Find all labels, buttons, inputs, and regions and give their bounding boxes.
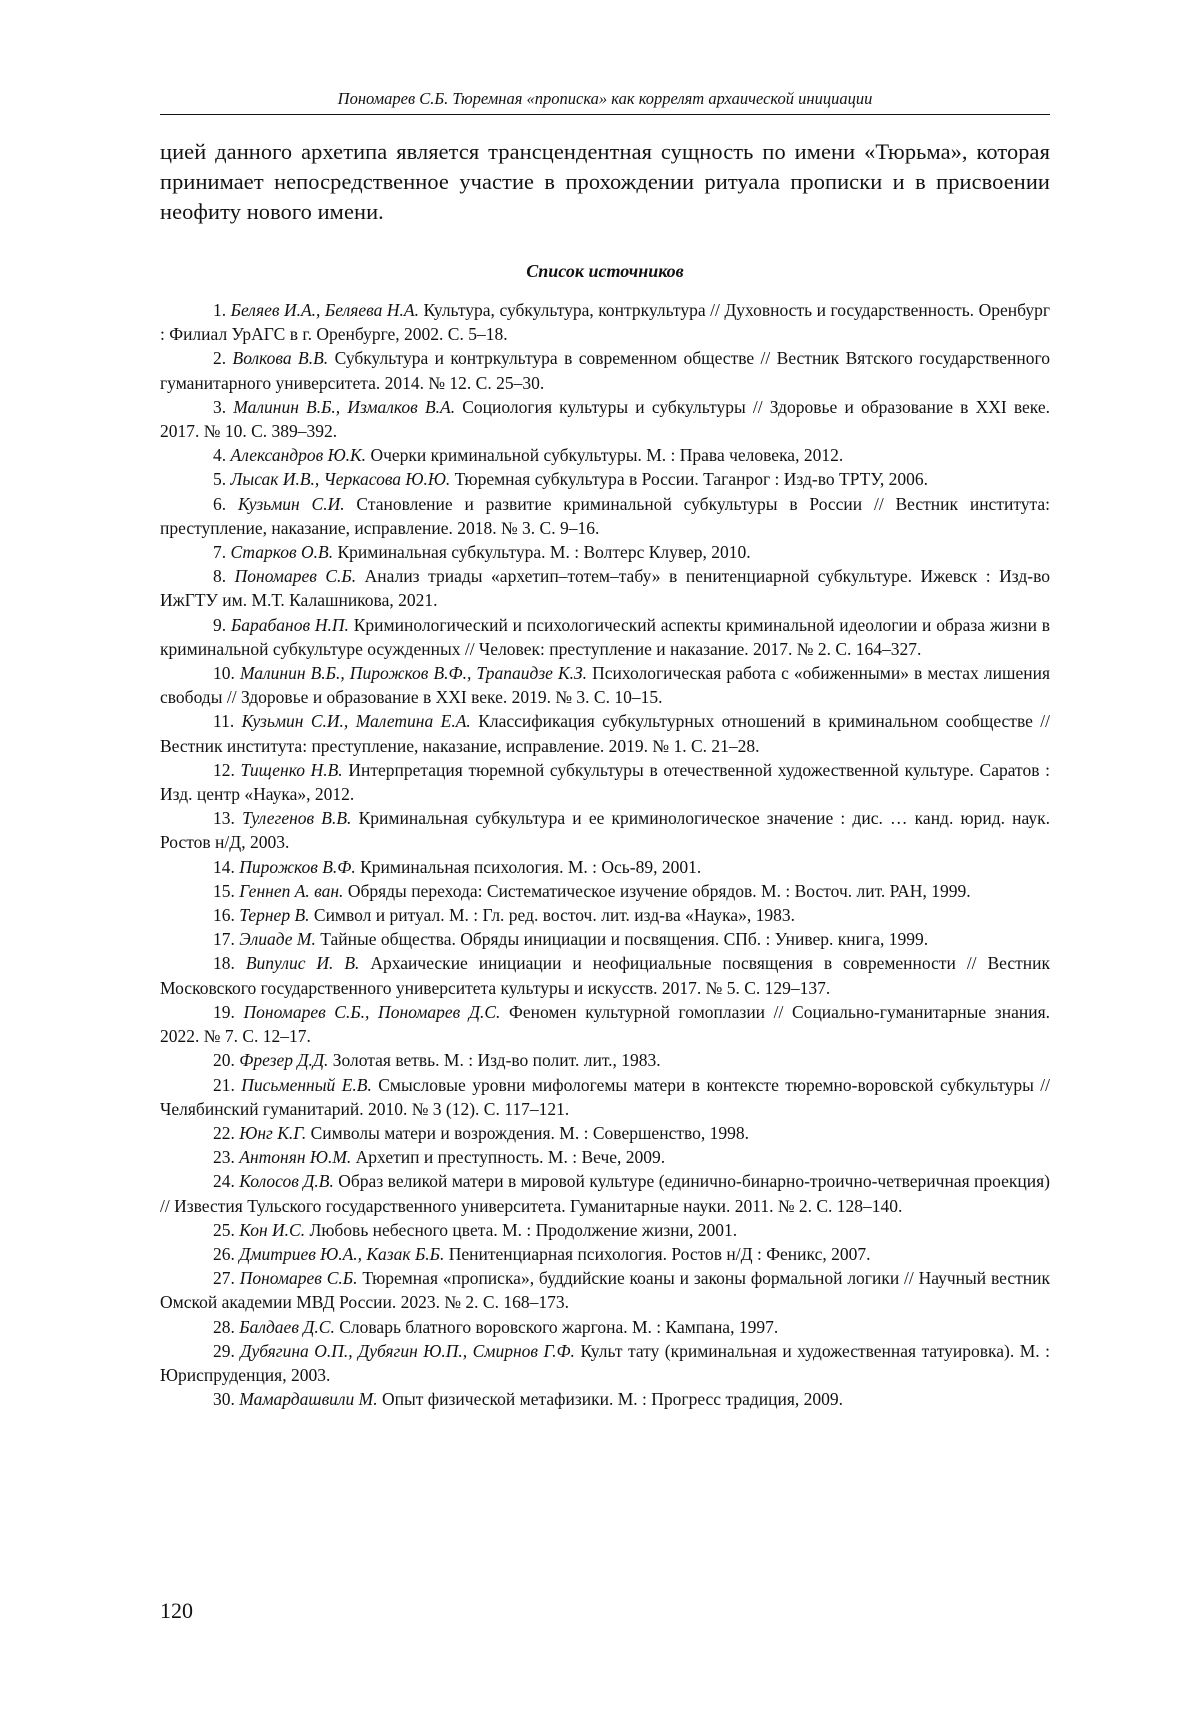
header-rule [160, 114, 1050, 115]
reference-text: Тайные общества. Обряды инициации и посвящения. СПб. : Универ. книга, 1999. [320, 929, 929, 950]
reference-text: Становление и развитие криминальной субкультуры в России // Вестник института: преступление, наказание, исправление. 2018. № 3. С. 9–16. [160, 493, 1051, 538]
reference-text: Социология культуры и субкультуры // Здоровье и образование в XXI веке. 2017. № 10. С. 389–392. [160, 396, 1051, 442]
reference-item [160, 395, 1050, 443]
reference-author: Юнг К.Г. [239, 1122, 307, 1143]
reference-author: Кузьмин С.И. [237, 493, 345, 514]
reference-number: 6. [213, 493, 227, 514]
reference-text: Культура, субкультура, контркультура // Духовность и государственность. Оренбург : Филиал УрАГС в г. Оренбурге, 2002. С. 5–18. [160, 300, 1051, 345]
reference-text: Криминальная психология. М. : Ось-89, 2001. [360, 856, 702, 877]
reference-item [160, 443, 1050, 467]
reference-item [160, 1073, 1050, 1121]
reference-number: 12. [213, 759, 235, 780]
reference-author: Пономарев С.Б. [234, 566, 357, 587]
reference-item [160, 540, 1050, 564]
running-head: Пономарев С.Б. Тюремная «прописка» как коррелят архаической инициации [337, 89, 873, 108]
reference-author: Дмитриев Ю.А., Казак Б.Б. [239, 1243, 445, 1264]
reference-number: 3. [213, 396, 227, 417]
reference-number: 9. [213, 614, 227, 635]
reference-item [160, 1121, 1050, 1145]
reference-item [160, 903, 1050, 927]
reference-author: Барабанов Н.П. [230, 614, 349, 635]
reference-item [160, 951, 1050, 999]
reference-number: 24. [213, 1171, 235, 1192]
reference-text: Феномен культурной гомоплазии // Социально-гуманитарные знания. 2022. № 7. С. 12–17. [160, 1001, 1050, 1047]
reference-text: Очерки криминальной субкультуры. М. : Права человека, 2012. [370, 445, 844, 466]
reference-author: Кон И.С. [239, 1219, 306, 1240]
reference-item [160, 346, 1050, 394]
reference-text: Культ тату (криминальная и художественная татуировка). М. : Юриспруденция, 2003. [160, 1340, 1051, 1385]
reference-item [160, 709, 1050, 757]
reference-number: 18. [213, 953, 235, 974]
reference-text: Криминологический и психологический аспекты криминальной идеологии и образа жизни в криминальной субкультуре осужденных // Человек: преступление и наказание. 2017. № 2. С. 164–327. [160, 614, 1051, 659]
reference-author: Мамардашвили М. [239, 1389, 378, 1410]
reference-item [160, 879, 1050, 903]
reference-number: 26. [213, 1243, 235, 1264]
reference-item [160, 1315, 1050, 1339]
reference-number: 29. [213, 1340, 235, 1361]
reference-item [160, 1242, 1050, 1266]
reference-number: 15. [213, 880, 235, 901]
reference-item [160, 613, 1050, 661]
reference-author: Антонян Ю.М. [239, 1147, 352, 1168]
reference-author: Колосов Д.В. [239, 1171, 334, 1192]
reference-author: Балдаев Д.С. [239, 1316, 335, 1337]
reference-number: 21. [213, 1074, 235, 1095]
reference-text: Смысловые уровни мифологемы матери в контексте тюремно-воровской субкультуры // Челябинский гуманитарий. 2010. № 3 (12). С. 117–121. [160, 1074, 1051, 1119]
reference-number: 27. [213, 1268, 235, 1289]
reference-author: Письменный Е.В. [241, 1074, 372, 1095]
reference-author: Александров Ю.К. [230, 445, 367, 466]
reference-author: Тулегенов В.В. [242, 808, 352, 829]
reference-text: Тюремная «прописка», буддийские коаны и законы формальной логики // Научный вестник Омской академии МВД России. 2023. № 2. С. 168–173. [160, 1268, 1051, 1313]
reference-item [160, 1145, 1050, 1169]
reference-number: 19. [213, 1001, 235, 1022]
reference-item [160, 1339, 1050, 1387]
reference-number: 30. [213, 1389, 235, 1410]
reference-text: Психологическая работа с «обиженными» в местах лишения свободы // Здоровье и образование в XXI веке. 2019. № 3. С. 10–15. [160, 663, 1051, 708]
reference-number: 2. [213, 348, 227, 369]
reference-number: 7. [213, 542, 227, 563]
reference-item [160, 298, 1050, 346]
body-paragraph: цией данного архетипа является трансцендентная сущность по имени «Тюрьма», которая принимает непосредственное участие в прохождении ритуала прописки и в присвоении неофиту нового имени. [160, 139, 1050, 224]
reference-text: Субкультура и контркультура в современном обществе // Вестник Вятского государственного гуманитарного университета. 2014. № 12. С. 25–30. [160, 348, 1051, 393]
reference-text: Золотая ветвь. М. : Изд-во полит. лит., 1983. [332, 1050, 661, 1071]
reference-item [160, 927, 1050, 951]
reference-text: Криминальная субкультура и ее криминологическое значение : дис. … канд. юрид. наук. Ростов н/Д, 2003. [160, 808, 1051, 853]
reference-author: Тищенко Н.В. [240, 759, 343, 780]
reference-item [160, 564, 1050, 612]
reference-author: Фрезер Д.Д. [239, 1050, 329, 1071]
reference-text: Опыт физической метафизики. М. : Прогресс традиция, 2009. [382, 1389, 844, 1410]
reference-text: Интерпретация тюремной субкультуры в отечественной художественной культуре. Саратов : Изд. центр «Наука», 2012. [160, 759, 1051, 805]
reference-number: 14. [213, 856, 235, 877]
reference-number: 4. [213, 445, 227, 466]
reference-author: Випулис И. В. [245, 953, 360, 974]
reference-text: Тюремная субкультура в России. Таганрог : Изд-во ТРТУ, 2006. [454, 469, 928, 490]
reference-text: Классификация субкультурных отношений в криминальном сообществе // Вестник института: преступление, наказание, исправление. 2019. № 1. С. 21–28. [160, 711, 1051, 756]
reference-item [160, 661, 1050, 709]
reference-author: Малинин В.Б., Измалков В.А. [233, 396, 456, 417]
reference-number: 23. [213, 1147, 235, 1168]
reference-number: 25. [213, 1219, 235, 1240]
reference-item [160, 1266, 1050, 1314]
reference-text: Образ великой матери в мировой культуре (единично-бинарно-троично-четверичная проекция) // Известия Тульского государственного университета. Гуманитарные науки. 2011. № 2. С. 128–140. [160, 1171, 1051, 1216]
reference-text: Обряды перехода: Систематическое изучение обрядов. М. : Восточ. лит. РАН, 1999. [347, 880, 971, 901]
reference-text: Любовь небесного цвета. М. : Продолжение жизни, 2001. [309, 1219, 738, 1240]
reference-text: Архаические инициации и неофициальные посвящения в современности // Вестник Московского государственного университета культуры и искусств. 2017. № 5. С. 129–137. [160, 953, 1051, 998]
reference-item [160, 1000, 1050, 1048]
reference-number: 5. [213, 469, 227, 490]
reference-item [160, 467, 1050, 491]
reference-author: Пономарев С.Б., Пономарев Д.С. [243, 1001, 501, 1022]
reference-item [160, 1387, 1050, 1411]
reference-text: Криминальная субкультура. М. : Волтерс Клувер, 2010. [337, 542, 751, 563]
page-number: 120 [160, 1598, 193, 1623]
reference-author: Беляев И.А., Беляева Н.А. [230, 300, 419, 320]
reference-item [160, 492, 1050, 540]
reference-number: 13. [213, 808, 235, 829]
reference-author: Старков О.В. [230, 542, 334, 563]
reference-number: 16. [213, 905, 235, 926]
reference-number: 8. [213, 566, 227, 587]
reference-author: Малинин В.Б., Пирожков В.Ф., Трапаидзе К.З. [239, 663, 588, 684]
reference-author: Тернер В. [239, 905, 310, 926]
reference-number: 1. [213, 300, 227, 320]
reference-text: Символы матери и возрождения. М. : Совершенство, 1998. [310, 1122, 749, 1143]
reference-number: 28. [213, 1316, 235, 1337]
reference-text: Словарь блатного воровского жаргона. М. : Кампана, 1997. [339, 1316, 779, 1337]
reference-item [160, 806, 1050, 854]
reference-author: Волкова В.В. [232, 348, 329, 369]
reference-item [160, 1048, 1050, 1072]
reference-text: Анализ триады «архетип–тотем–табу» в пенитенциарной субкультуре. Ижевск : Изд-во ИжГТУ им. М.Т. Калашникова, 2021. [160, 566, 1051, 611]
reference-author: Геннеп А. ван. [239, 880, 344, 901]
reference-item [160, 855, 1050, 879]
reference-number: 11. [213, 711, 235, 732]
reference-item [160, 1218, 1050, 1242]
reference-author: Лысак И.В., Черкасова Ю.Ю. [230, 469, 451, 490]
reference-author: Дубягина О.П., Дубягин Ю.П., Смирнов Г.Ф. [240, 1340, 575, 1361]
reference-author: Пономарев С.Б. [239, 1268, 358, 1289]
reference-item [160, 1169, 1050, 1217]
reference-number: 20. [213, 1050, 235, 1071]
reference-author: Пирожков В.Ф. [239, 856, 356, 877]
reference-number: 22. [213, 1122, 235, 1143]
reference-text: Архетип и преступность. М. : Вече, 2009. [355, 1147, 666, 1168]
reference-text: Пенитенциарная психология. Ростов н/Д : Феникс, 2007. [448, 1243, 871, 1264]
reference-item [160, 758, 1050, 806]
reference-number: 10. [213, 663, 235, 684]
reference-author: Кузьмин С.И., Малетина Е.А. [241, 711, 471, 732]
references-title: Список источников [526, 261, 684, 281]
reference-author: Элиаде М. [239, 929, 316, 950]
references-list [160, 298, 1050, 1411]
reference-text: Символ и ритуал. М. : Гл. ред. восточ. лит. изд-ва «Наука», 1983. [313, 905, 796, 926]
reference-number: 17. [213, 929, 235, 950]
